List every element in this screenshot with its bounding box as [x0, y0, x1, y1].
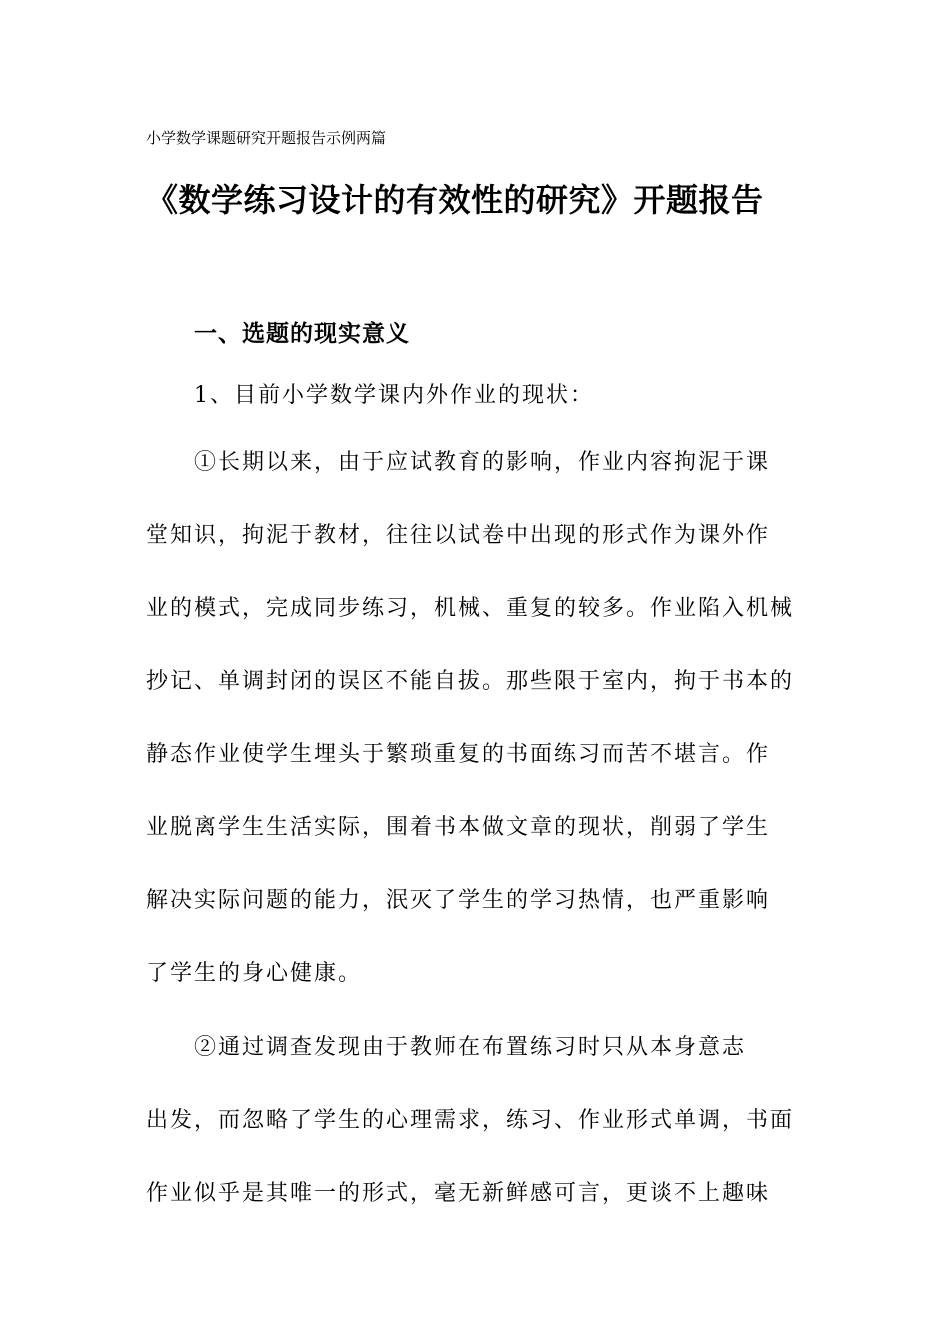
paragraph-line: 作业似乎是其唯一的形式，毫无新鲜感可言，更谈不上趣味: [146, 1181, 771, 1206]
document-title: 《数学练习设计的有效性的研究》开题报告: [146, 181, 764, 219]
paragraph-line: 了学生的身心健康。: [146, 961, 363, 986]
paragraph-line: ②通过调查发现由于教师在布置练习时只从本身意志: [194, 1035, 747, 1060]
paragraph-line: 静态作业使学生埋头于繁琐重复的书面练习而苦不堪言。作: [146, 742, 771, 767]
paragraph-line: 解决实际问题的能力，泯灭了学生的学习热情，也严重影响: [146, 888, 771, 913]
paragraph-1: [146, 426, 806, 1010]
paragraph-line: 出发，而忽略了学生的心理需求，练习、作业形式单调，书面: [146, 1108, 795, 1133]
paragraph-line: 业的模式，完成同步练习，机械、重复的较多。作业陷入机械: [146, 596, 795, 621]
paragraph-line: 抄记、单调封闭的误区不能自拔。那些限于室内，拘于书本的: [146, 669, 795, 694]
header-note: 小学数学课题研究开题报告示例两篇: [146, 129, 387, 147]
paragraph-line: 堂知识，拘泥于教材，往往以试卷中出现的形式作为课外作: [146, 523, 771, 548]
section-heading: 一、选题的现实意义: [194, 320, 410, 347]
sub-heading: 1、目前小学数学课内外作业的现状：: [194, 383, 594, 408]
paragraph-2: [146, 1011, 806, 1230]
paragraph-line: ①长期以来，由于应试教育的影响，作业内容拘泥于课: [194, 450, 771, 475]
paragraph-line: 业脱离学生生活实际，围着书本做文章的现状，削弱了学生: [146, 815, 771, 840]
